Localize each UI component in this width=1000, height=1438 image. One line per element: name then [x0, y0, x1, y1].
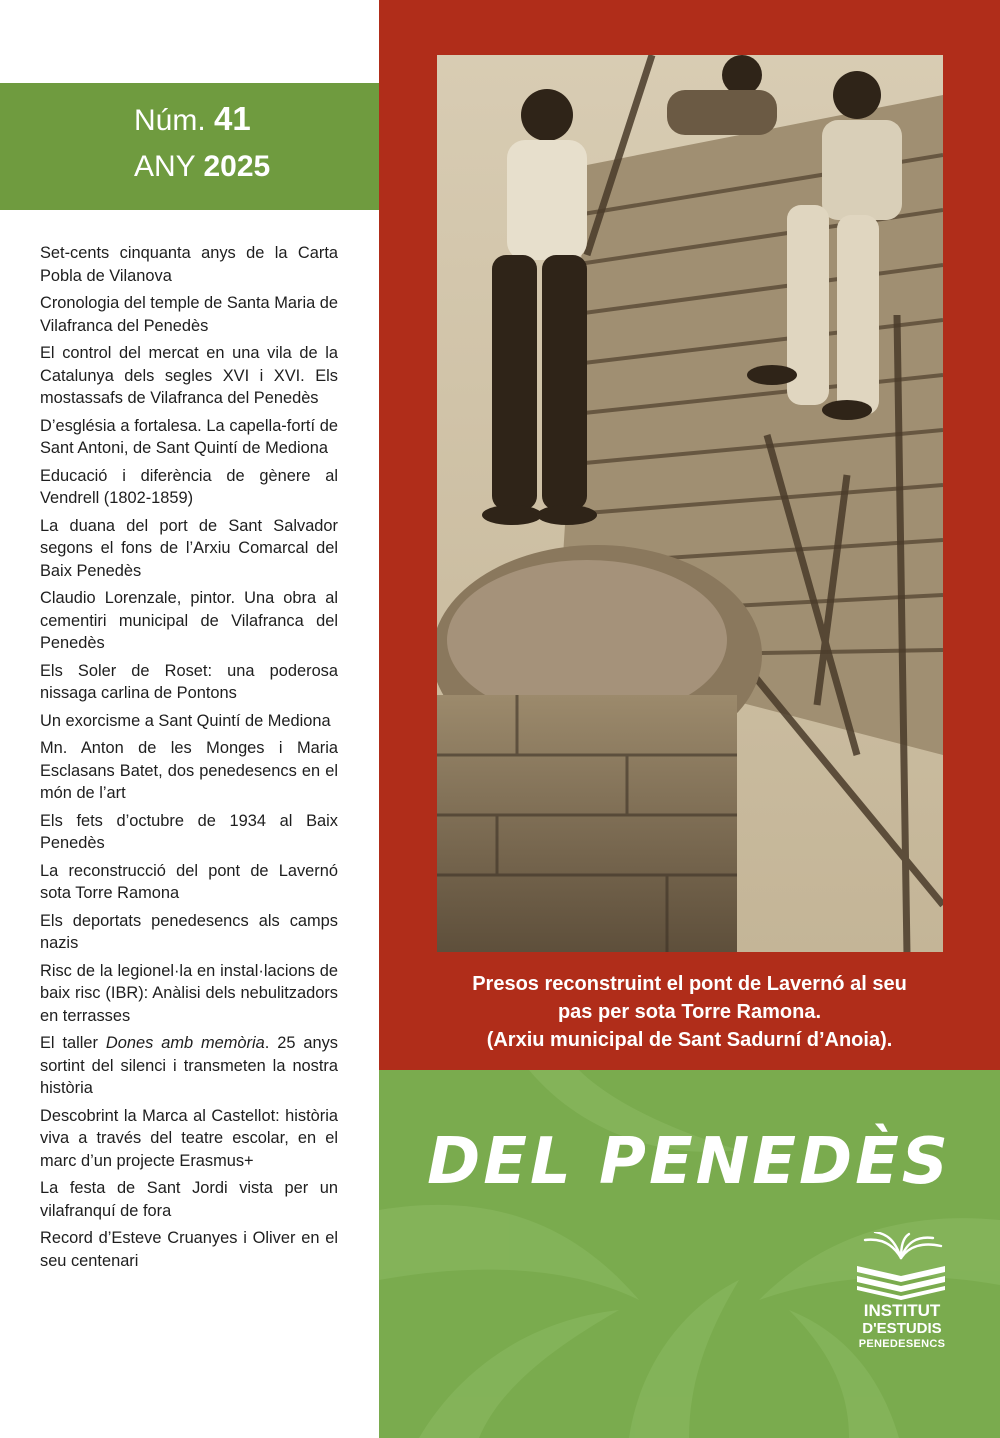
issue-number-label: Núm.: [134, 104, 206, 137]
caption-line: Presos reconstruint el pont de Lavernó al seu: [472, 973, 907, 995]
issue-year: [134, 149, 270, 185]
cover-photo-panel: [379, 0, 1000, 1070]
toc-item: Record d’Esteve Cruanyes i Oliver en el seu centenari: [40, 1229, 338, 1270]
toc-item: Descobrint la Marca al Castellot: història viva a través del teatre escolar, en el marc d’un projecte Erasmus+: [40, 1106, 338, 1170]
right-column: [379, 0, 1000, 1438]
issue-number: [134, 101, 251, 139]
left-column: [0, 0, 379, 1438]
caption-line: pas per sota Torre Ramona.: [557, 1001, 822, 1023]
cover-photo: [437, 55, 943, 952]
photo-caption: [379, 970, 1000, 1054]
toc-item: Els deportats penedesencs als camps nazis: [40, 911, 338, 952]
toc-special-suffix: . 25 anys sortint del silenci i transmeten la nostra història: [40, 1034, 338, 1097]
toc-item: D’església a fortalesa. La capella-fortí de Sant Antoni, de Sant Quintí de Mediona: [40, 416, 338, 457]
toc-item: La duana del port de Sant Salvador segons el fons de l’Arxiu Comarcal del Baix Penedès: [40, 516, 338, 580]
caption-line: (Arxiu municipal de Sant Sadurní d’Anoia).: [486, 1029, 893, 1051]
issue-year-label: ANY: [134, 150, 196, 183]
journal-title: DEL PENEDÈS: [427, 1125, 951, 1199]
toc-item: Set-cents cinquanta anys de la Carta Pobla de Vilanova: [40, 244, 338, 285]
toc-item: Mn. Anton de les Monges i Maria Esclasans Batet, dos penedesencs en el món de l’art: [40, 739, 338, 802]
toc-item-special: [40, 1032, 338, 1100]
toc-item: Risc de la legionel·la en instal·lacions de baix risc (IBR): Anàlisi dels nebulitzadors en terrasses: [40, 961, 338, 1025]
toc-item: Claudio Lorenzale, pintor. Una obra al cementiri municipal de Vilafranca del Penedès: [40, 589, 338, 652]
title-panel: [379, 1070, 1000, 1438]
open-book-icon: [851, 1232, 951, 1300]
sepia-photo-icon: [437, 55, 943, 952]
toc-item: El control del mercat en una vila de la Catalunya dels segles XVI i XVI. Els mostassafs de Vilafranca del Penedès: [40, 344, 338, 407]
logo-text: PENEDESENCS: [858, 1338, 946, 1350]
issue-number-value: 41: [214, 100, 251, 137]
toc-item: Els fets d’octubre de 1934 al Baix Penedès: [40, 811, 338, 852]
institute-logo: [847, 1232, 957, 1362]
logo-text: D'ESTUDIS: [862, 1320, 942, 1337]
issue-band: [0, 83, 379, 210]
toc-item: La festa de Sant Jordi vista per un vilafranquí de fora: [40, 1179, 338, 1220]
toc-item: Els Soler de Roset: una poderosa nissaga carlina de Pontons: [40, 661, 338, 702]
toc-item: Un exorcisme a Sant Quintí de Mediona: [40, 711, 331, 730]
toc-item: Educació i diferència de gènere al Vendrell (1802-1859): [40, 466, 338, 507]
toc-item: Cronologia del temple de Santa Maria de Vilafranca del Penedès: [40, 294, 338, 335]
toc-special-prefix: El taller: [40, 1034, 106, 1052]
issue-year-value: 2025: [203, 150, 271, 183]
toc-item: La reconstrucció del pont de Lavernó sota Torre Ramona: [40, 861, 338, 902]
logo-text: INSTITUT: [863, 1301, 941, 1320]
toc-special-italic: Dones amb memòria: [105, 1034, 265, 1052]
table-of-contents: [40, 242, 338, 1277]
